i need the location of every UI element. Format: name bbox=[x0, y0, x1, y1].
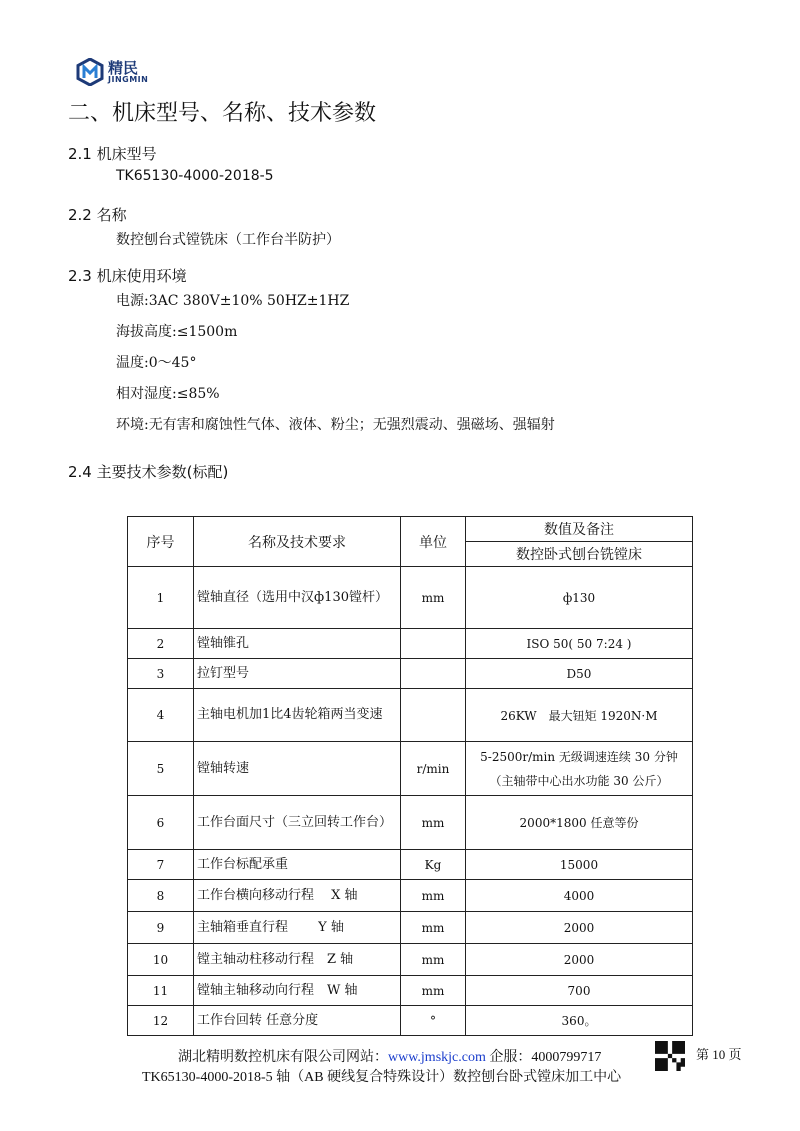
website-link[interactable]: www.jmskjc.com bbox=[388, 1050, 486, 1065]
row-unit: mm bbox=[401, 944, 466, 976]
row-unit: Kg bbox=[401, 850, 466, 880]
row-name: 镗轴直径（选用中汉ф130镗杆） bbox=[194, 567, 401, 629]
page-title: 二、机床型号、名称、技术参数 bbox=[68, 101, 377, 126]
table-row bbox=[128, 629, 693, 659]
footer-line-1 bbox=[178, 1046, 601, 1066]
jingmin-logo-icon bbox=[76, 58, 104, 86]
section-heading: 2.1 机床型号 bbox=[68, 145, 157, 163]
row-number: 10 bbox=[128, 944, 194, 976]
env-line: 温度:0～45° bbox=[116, 355, 197, 371]
footer-service: 企服：4000799717 bbox=[489, 1050, 602, 1065]
row-unit: mm bbox=[401, 976, 466, 1006]
section-heading: 2.3 机床使用环境 bbox=[68, 267, 187, 285]
header-value: 数值及备注 bbox=[466, 517, 693, 542]
section-heading: 2.2 名称 bbox=[68, 206, 127, 224]
row-value: D50 bbox=[466, 659, 693, 689]
row-name: 主轴电机加1比4齿轮箱两当变速 bbox=[194, 689, 401, 742]
row-name: 工作台标配承重 bbox=[194, 850, 401, 880]
row-value: 2000 bbox=[466, 944, 693, 976]
qr-code-icon bbox=[655, 1041, 685, 1071]
table-row bbox=[128, 689, 693, 742]
row-unit: mm bbox=[401, 912, 466, 944]
row-name: 工作台面尺寸（三立回转工作台） bbox=[194, 796, 401, 850]
env-line: 电源:3AC 380V±10% 50HZ±1HZ bbox=[116, 293, 350, 309]
spec-table bbox=[127, 516, 693, 1036]
row-number: 4 bbox=[128, 689, 194, 742]
row-value: ф130 bbox=[466, 567, 693, 629]
table-row bbox=[128, 796, 693, 850]
footer-company: 湖北精明数控机床有限公司网站： bbox=[178, 1050, 388, 1065]
row-number: 6 bbox=[128, 796, 194, 850]
row-value: 360。 bbox=[466, 1006, 693, 1036]
row-number: 2 bbox=[128, 629, 194, 659]
row-unit: r/min bbox=[401, 742, 466, 796]
row-unit bbox=[401, 659, 466, 689]
logo-en: JINGMIN bbox=[108, 74, 149, 84]
header-name: 名称及技术要求 bbox=[194, 517, 401, 567]
row-number: 8 bbox=[128, 880, 194, 912]
row-name: 镗轴主轴移动向行程 W 轴 bbox=[194, 976, 401, 1006]
row-unit bbox=[401, 689, 466, 742]
row-unit: ° bbox=[401, 1006, 466, 1036]
row-number: 12 bbox=[128, 1006, 194, 1036]
row-name: 工作台回转 任意分度 bbox=[194, 1006, 401, 1036]
logo-cn: 精民 bbox=[108, 58, 139, 77]
row-value: 2000 bbox=[466, 912, 693, 944]
row-unit: mm bbox=[401, 567, 466, 629]
env-line: 环境:无有害和腐蚀性气体、液体、粉尘；无强烈震动、强磁场、强辐射 bbox=[116, 417, 555, 433]
header-no: 序号 bbox=[128, 517, 194, 567]
row-name: 镗轴转速 bbox=[194, 742, 401, 796]
table-row bbox=[128, 659, 693, 689]
section-heading: 2.4 主要技术参数(标配) bbox=[68, 463, 229, 481]
header-unit: 单位 bbox=[401, 517, 466, 567]
row-value: 15000 bbox=[466, 850, 693, 880]
machine-name: 数控刨台式镗铣床（工作台半防护） bbox=[116, 232, 340, 248]
model-number: TK65130-4000-2018-5 bbox=[116, 168, 274, 184]
row-number: 3 bbox=[128, 659, 194, 689]
row-value: 4000 bbox=[466, 880, 693, 912]
footer-subtitle: TK65130-4000-2018-5 轴（AB 硬线复合特殊设计）数控刨台卧式镗床加工中心 bbox=[142, 1070, 622, 1085]
header-value-sub: 数控卧式刨台铣镗床 bbox=[466, 542, 693, 567]
row-name: 拉钉型号 bbox=[194, 659, 401, 689]
table-row bbox=[128, 944, 693, 976]
row-value: ISO 50( 50 7:24 ) bbox=[466, 629, 693, 659]
row-number: 1 bbox=[128, 567, 194, 629]
row-name: 镗主轴动柱移动行程 Z 轴 bbox=[194, 944, 401, 976]
row-name: 主轴箱垂直行程 Y 轴 bbox=[194, 912, 401, 944]
env-line: 海拔高度:≤1500m bbox=[116, 324, 238, 340]
table-row bbox=[128, 976, 693, 1006]
row-number: 7 bbox=[128, 850, 194, 880]
table-row bbox=[128, 742, 693, 796]
row-number: 11 bbox=[128, 976, 194, 1006]
page-number: 第 10 页 bbox=[696, 1047, 742, 1062]
row-value: 26KW 最大钮矩 1920N·M bbox=[466, 689, 693, 742]
row-value: 2000*1800 任意等份 bbox=[466, 796, 693, 850]
table-row bbox=[128, 1006, 693, 1036]
row-value: 5-2500r/min 无级调速连续 30 分钟（主轴带中心出水功能 30 公斤） bbox=[466, 742, 693, 796]
row-value: 700 bbox=[466, 976, 693, 1006]
company-logo bbox=[76, 58, 148, 86]
table-row bbox=[128, 912, 693, 944]
table-row bbox=[128, 880, 693, 912]
row-number: 9 bbox=[128, 912, 194, 944]
row-unit: mm bbox=[401, 796, 466, 850]
table-row bbox=[128, 567, 693, 629]
row-name: 工作台横向移动行程 X 轴 bbox=[194, 880, 401, 912]
row-unit: mm bbox=[401, 880, 466, 912]
env-line: 相对湿度:≤85% bbox=[116, 386, 220, 402]
row-number: 5 bbox=[128, 742, 194, 796]
table-row bbox=[128, 850, 693, 880]
row-unit bbox=[401, 629, 466, 659]
row-name: 镗轴锥孔 bbox=[194, 629, 401, 659]
